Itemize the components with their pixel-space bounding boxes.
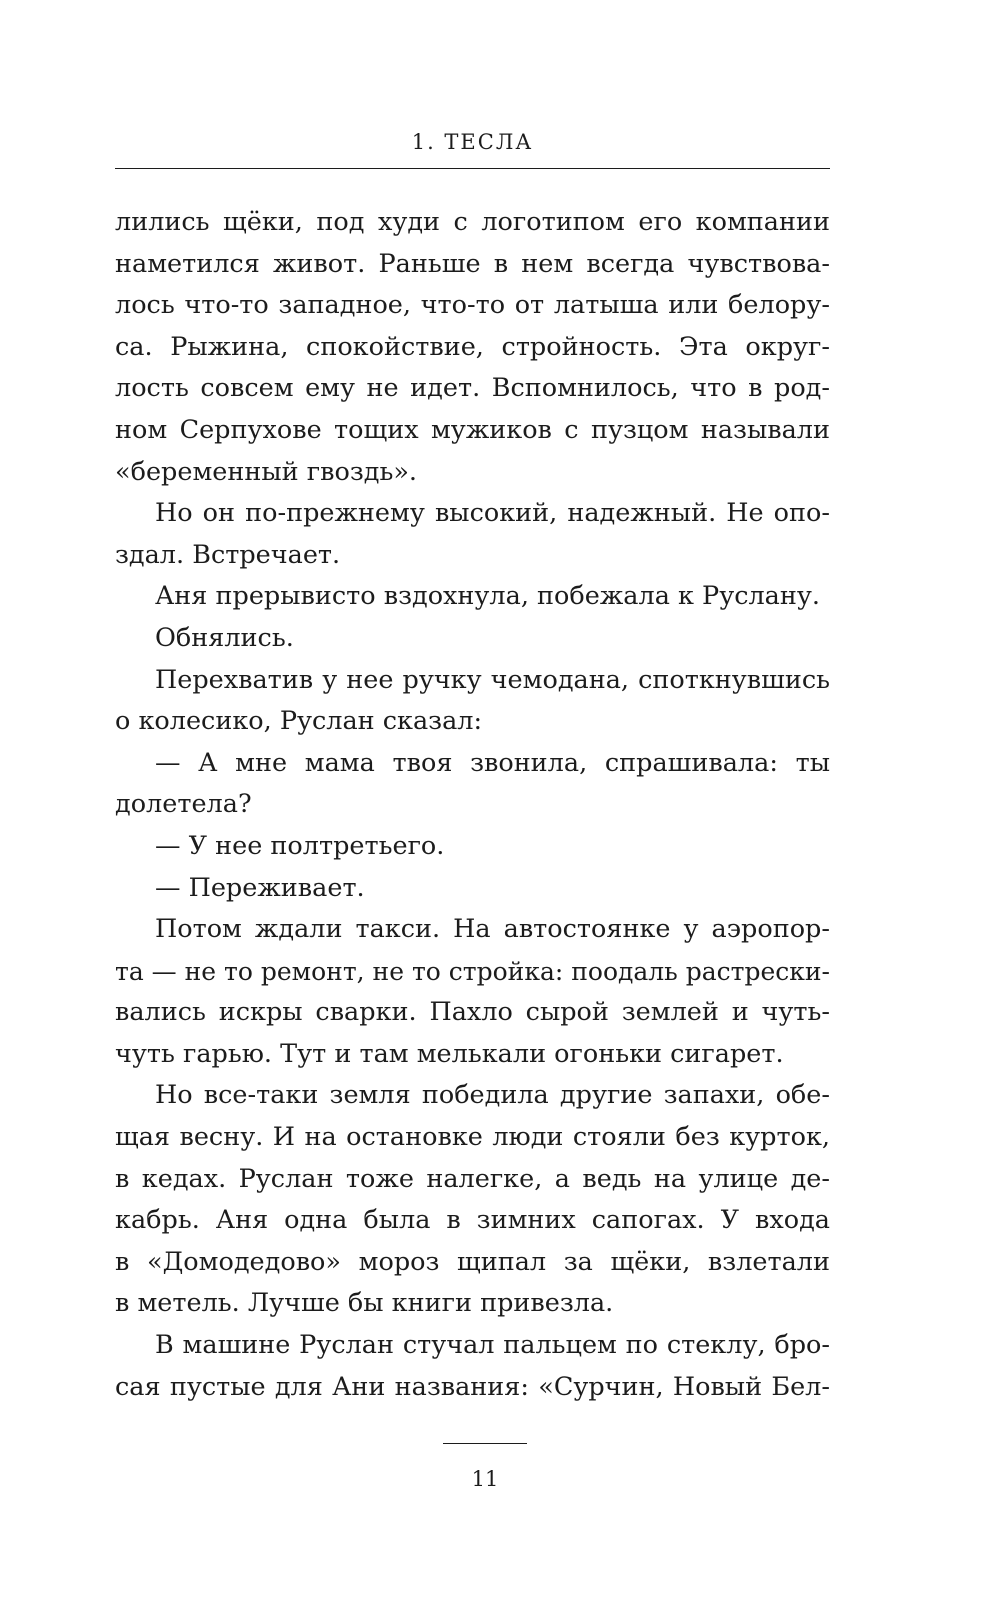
text-line: лость совсем ему не идет. Вспомнилось, что в род- xyxy=(115,373,830,404)
text-line: Аня прерывисто вздохнула, побежала к Руслану. xyxy=(155,581,820,612)
text-line: — А мне мама твоя звонила, спрашивала: ты xyxy=(155,747,830,778)
text-line: — Переживает. xyxy=(155,872,365,903)
text-line: кабрь. Аня одна была в зимних сапогах. У входа xyxy=(115,1205,830,1236)
text-line: вались искры сварки. Пахло сырой землей и чуть- xyxy=(115,997,830,1028)
text-line: та — не то ремонт, не то стройка: поодаль растрески- xyxy=(115,956,830,986)
footer-rule xyxy=(443,1443,527,1444)
text-line: — У нее полтретьего. xyxy=(155,830,445,861)
text-line: са. Рыжина, спокойствие, стройность. Эта округ- xyxy=(115,331,830,362)
text-line: лось что-то западное, что-то от латыша или белору- xyxy=(115,290,830,321)
text-line: здал. Встречает. xyxy=(115,539,341,570)
text-line: чуть гарью. Тут и там мелькали огоньки сигарет. xyxy=(115,1038,784,1069)
text-line: лились щёки, под худи с логотипом его компании xyxy=(115,207,830,237)
text-line: Потом ждали такси. На автостоянке у аэропор- xyxy=(155,914,830,945)
text-line: щая весну. И на остановке люди стояли без курток, xyxy=(115,1122,830,1153)
text-line: в «Домодедово» мороз щипал за щёки, взлетали xyxy=(115,1246,830,1277)
text-line: Но он по-прежнему высокий, надежный. Не опо- xyxy=(155,498,830,529)
text-line: о колесико, Руслан сказал: xyxy=(115,706,483,737)
text-line: Перехватив у нее ручку чемодана, споткнувшись xyxy=(155,664,830,695)
text-line: в кедах. Руслан тоже налегке, а ведь на улице де- xyxy=(115,1163,830,1194)
text-line: В машине Руслан стучал пальцем по стеклу, бро- xyxy=(155,1330,830,1361)
text-line: Обнялись. xyxy=(155,622,294,653)
text-line: «беременный гвоздь». xyxy=(115,456,418,487)
running-head: 1. ТЕСЛА xyxy=(411,130,534,154)
text-line: Но все-таки земля победила другие запахи, обе- xyxy=(155,1080,830,1111)
header-rule xyxy=(115,168,830,169)
text-line: ном Серпухове тощих мужиков с пузцом называли xyxy=(115,414,830,445)
text-line: сая пустые для Ани названия: «Сурчин, Новый Бел- xyxy=(115,1371,830,1402)
text-line: наметился живот. Раньше в нем всегда чувствова- xyxy=(115,248,830,279)
body-text xyxy=(115,202,830,1408)
text-line: в метель. Лучше бы книги привезла. xyxy=(115,1288,614,1319)
page-number: 11 xyxy=(471,1467,499,1491)
text-line: долетела? xyxy=(115,789,252,820)
